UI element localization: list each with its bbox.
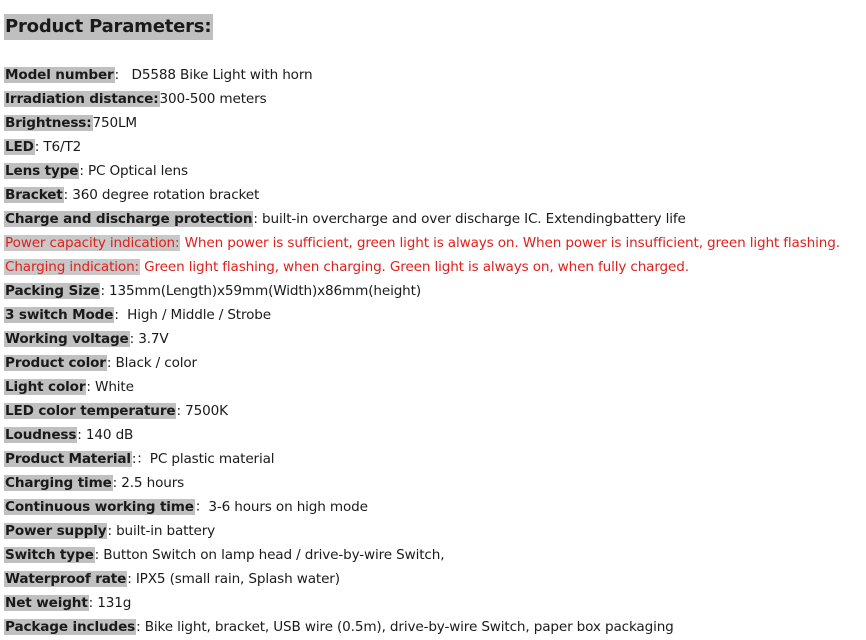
parameter-label: Power capacity indication: [5, 235, 180, 251]
page-title: Product Parameters: [4, 14, 213, 40]
parameter-row [4, 304, 840, 328]
parameter-label: Bracket [5, 187, 63, 203]
parameter-row [4, 568, 840, 592]
parameter-separator: : [79, 163, 84, 179]
parameter-value: Black / color [111, 355, 197, 371]
parameter-row [4, 160, 840, 184]
parameter-label: Waterproof rate [5, 571, 127, 587]
parameter-separator: : [136, 619, 141, 635]
parameter-separator: : [106, 355, 112, 371]
parameter-row [4, 328, 840, 352]
parameter-value: T6/T2 [39, 139, 82, 155]
parameter-value: High / Middle / Strobe [118, 307, 271, 323]
parameter-label: LED color temperature [5, 403, 176, 419]
parameter-value: IPX5 (small rain, Splash water) [131, 571, 340, 587]
parameter-label: Light color [5, 379, 86, 395]
parameter-label: Switch type [5, 547, 94, 563]
parameter-value: White [90, 379, 134, 395]
parameter-label: Model number [5, 67, 114, 83]
parameter-label: Package includes [5, 619, 136, 635]
parameter-value: 300-500 meters [159, 91, 267, 107]
parameter-row [4, 208, 840, 232]
parameter-row [4, 232, 840, 256]
parameter-value: When power is sufficient, green light is always on. When power is insufficient, green light flashing. [180, 235, 840, 251]
parameter-row [4, 448, 840, 472]
parameter-value: 131g [93, 595, 132, 611]
parameter-row [4, 472, 840, 496]
parameter-row [4, 112, 840, 136]
parameter-separator: : [127, 571, 132, 587]
parameter-row [4, 496, 840, 520]
parameter-separator: : [34, 139, 40, 155]
parameter-separator: : [112, 475, 118, 491]
parameter-separator: : [88, 595, 94, 611]
parameter-value: 140 dB [81, 427, 134, 443]
parameter-row [4, 544, 840, 568]
parameter-label: Packing Size [5, 283, 100, 299]
parameter-value: Bike light, bracket, USB wire (0.5m), drive-by-wire Switch, paper box packaging [140, 619, 674, 635]
parameter-value: built-in overcharge and over discharge IC. Extendingbattery life [257, 211, 686, 227]
parameter-row [4, 280, 840, 304]
parameter-label: Product Material [5, 451, 131, 467]
parameter-separator: : [129, 331, 135, 347]
parameter-row [4, 352, 840, 376]
parameter-label: Charging time [5, 475, 112, 491]
parameter-row [4, 616, 840, 640]
parameter-label: 3 switch Mode [5, 307, 114, 323]
parameter-label: Product color [5, 355, 106, 371]
parameter-separator: : [253, 211, 258, 227]
parameter-label: Power supply [5, 523, 107, 539]
parameter-row [4, 136, 840, 160]
parameter-value: Button Switch on lamp head / drive-by-wire Switch, [99, 547, 445, 563]
parameter-value: 3.7V [134, 331, 169, 347]
parameter-separator: : [107, 523, 112, 539]
parameter-separator: : [176, 403, 181, 419]
parameter-row [4, 64, 840, 88]
parameter-label: Net weight [5, 595, 88, 611]
parameter-value: built-in battery [111, 523, 216, 539]
parameter-value: ：PC plastic material [136, 451, 275, 467]
parameter-value: 2.5 hours [117, 475, 185, 491]
parameter-separator: : [131, 451, 137, 467]
parameter-label: Loudness [5, 427, 77, 443]
parameter-label: Charging indication: [5, 259, 139, 275]
parameter-row [4, 376, 840, 400]
parameter-row [4, 184, 840, 208]
parameter-row [4, 256, 840, 280]
parameter-list [4, 64, 840, 640]
parameter-separator: : [63, 187, 69, 203]
parameter-separator: : [86, 379, 91, 395]
parameter-label: Working voltage [5, 331, 129, 347]
parameter-row [4, 592, 840, 616]
parameter-value: ：3-6 hours on high mode [194, 499, 368, 515]
parameter-separator: : [100, 283, 105, 299]
parameter-value: 135mm(Length)x59mm(Width)x86mm(height) [104, 283, 421, 299]
parameter-label: Continuous working time [5, 499, 194, 515]
parameter-label: Charge and discharge protection [5, 211, 253, 227]
parameter-value: 750LM [92, 115, 137, 131]
parameter-label: LED [5, 139, 34, 155]
parameter-separator: : [94, 547, 100, 563]
parameter-separator: : [77, 427, 82, 443]
parameter-value: D5588 Bike Light with horn [119, 67, 313, 83]
parameter-value: 360 degree rotation bracket [68, 187, 260, 203]
parameter-label: Lens type [5, 163, 79, 179]
parameter-row [4, 520, 840, 544]
parameter-value: Green light flashing, when charging. Green light is always on, when fully charged. [139, 259, 689, 275]
parameter-label: Brightness: [5, 115, 92, 131]
parameter-separator: : [114, 307, 119, 323]
parameter-label: Irradiation distance: [5, 91, 159, 107]
parameter-separator: : [114, 67, 120, 83]
parameter-value: 7500K [180, 403, 228, 419]
parameter-row [4, 400, 840, 424]
parameter-row [4, 424, 840, 448]
parameter-row [4, 88, 840, 112]
parameter-value: PC Optical lens [83, 163, 188, 179]
